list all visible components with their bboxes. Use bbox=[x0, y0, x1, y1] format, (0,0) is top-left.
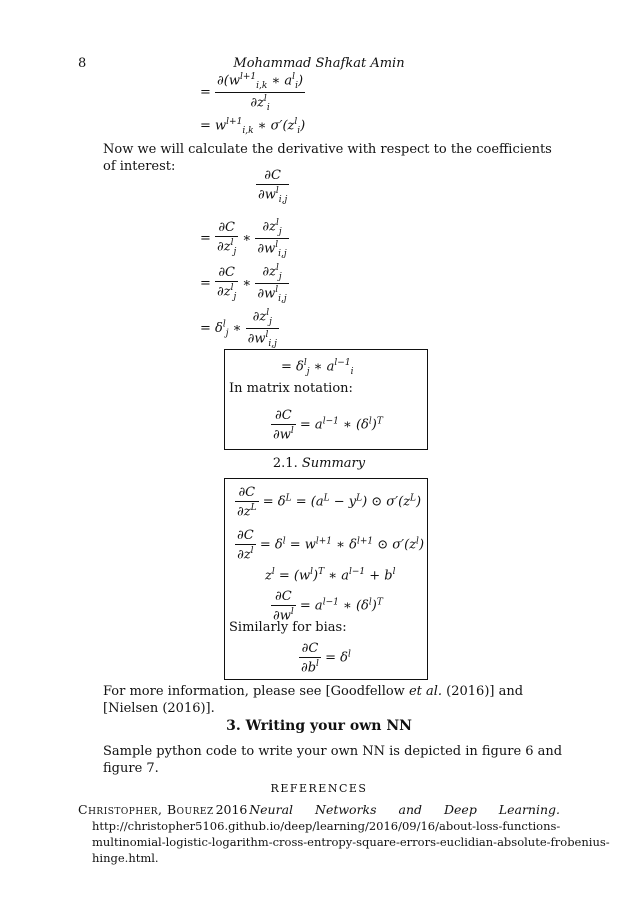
summary-eq-3: $z^l = (w^l)^T$ ∗ $a^{l-1} + b^l$ bbox=[265, 567, 396, 584]
equation-3: = $\frac{\partial C}{\partial z^l_j}$ ∗ $\frac{\partial z^l_j}{\partial w^l_{i,j}}$ bbox=[200, 218, 287, 259]
paragraph-now-calc: Now we will calculate the derivative with respect to the coefficients of interest: bbox=[103, 142, 552, 174]
reference-year: 2016 bbox=[215, 802, 248, 817]
more-info-citation: (2016)] and [Nielsen (2016)]. bbox=[103, 684, 524, 716]
more-info-text: For more information, please see [Goodfellow bbox=[103, 684, 409, 699]
references-heading: REFERENCES bbox=[270, 782, 368, 795]
summary-box bbox=[224, 478, 428, 680]
section-3-paragraph: Sample python code to write your own NN is depicted in figure 6 and figure 7. bbox=[103, 744, 563, 776]
paragraph-more-info bbox=[103, 683, 573, 717]
page-number: 8 bbox=[78, 56, 87, 71]
similarly-bias-label: Similarly for bias: bbox=[229, 620, 347, 635]
equation-6: = $\delta^l_j$ ∗ $a^{l-1}_i$ bbox=[281, 358, 354, 377]
equation-5: = $\delta^l_j$ ∗ $\frac{\partial z^l_j}{\partial w^l_{i,j}}$ bbox=[200, 308, 277, 349]
reference-entry-line1 bbox=[78, 802, 560, 817]
reference-url-line-1: http://christopher5106.github.io/deep/learning/2016/09/16/about-loss-functions- bbox=[92, 819, 561, 833]
running-head-author: Mohammad Shafkat Amin bbox=[233, 56, 405, 71]
equation-1: = $\frac{\partial(w^{l+1}_{i,k} ∗ a^l_i)}{\partial z^l_i}$ bbox=[200, 72, 304, 113]
summary-title: Summary bbox=[301, 456, 366, 471]
reference-title: Neural Networks and Deep Learning. bbox=[249, 802, 560, 817]
summary-eq-2: $\frac{\partial C}{\partial z^l}$ = $\delta^l = w^{l+1}$ ∗ $\delta^{l+1}$ ⊙ $\sigma'(z^l)$ bbox=[237, 528, 425, 563]
summary-eq-5: $\frac{\partial C}{\partial b^l}$ = $\delta^l$ bbox=[301, 641, 351, 676]
reference-url-line-3: hinge.html. bbox=[92, 851, 159, 865]
equation-7: $\frac{\partial C}{\partial w^l}$ = $a^{l-1}$ ∗ $(\delta^l)^T$ bbox=[273, 408, 383, 443]
reference-url bbox=[92, 818, 610, 866]
equation-2: = $w^{l+1}_{i,k}$ ∗ $\sigma'(z^l_i)$ bbox=[200, 117, 306, 136]
reference-url-line-2: multinomial-logistic-logarithm-cross-entropy-square-errors-euclidian-absolute-frobenius- bbox=[92, 835, 610, 849]
summary-eq-4: $\frac{\partial C}{\partial w^l}$ = $a^{l-1}$ ∗ $(\delta^l)^T$ bbox=[273, 589, 383, 624]
more-info-etal: et al. bbox=[408, 684, 443, 699]
equation-dC-dw: $\frac{\partial C}{\partial w^l_{i,j}}$ bbox=[258, 168, 288, 205]
summary-caption bbox=[0, 456, 638, 471]
matrix-notation-label: In matrix notation: bbox=[229, 381, 353, 396]
equation-4: = $\frac{\partial C}{\partial z^l_j}$ ∗ $\frac{\partial z^l_j}{\partial w^l_{i,j}}$ bbox=[200, 263, 287, 304]
matrix-notation-box bbox=[224, 349, 428, 450]
summary-eq-1: $\frac{\partial C}{\partial z^L}$ = $\delta^L = (a^L - y^L)$ ⊙ $\sigma'(z^L)$ bbox=[237, 485, 422, 520]
section-3-heading: 3. Writing your own NN bbox=[226, 718, 412, 734]
reference-authors: Christopher, Bourez bbox=[78, 802, 214, 817]
summary-number: 2.1. bbox=[272, 456, 298, 471]
